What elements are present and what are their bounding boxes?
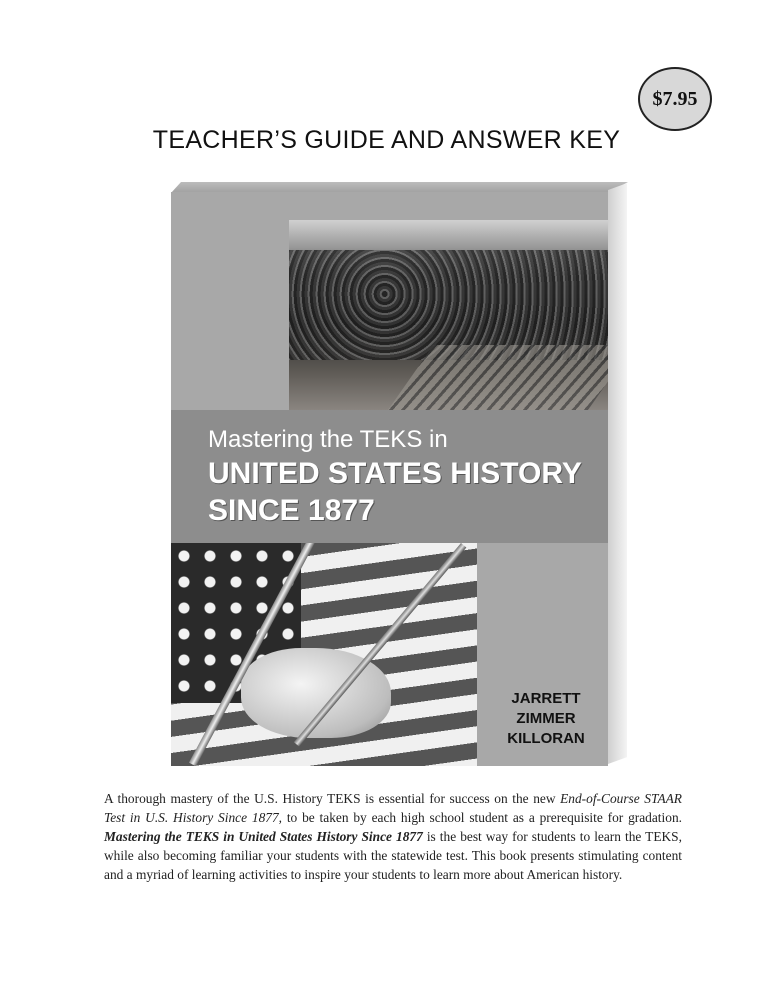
book-title-line-3: SINCE 1877 — [208, 494, 375, 527]
page-heading: TEACHER’S GUIDE AND ANSWER KEY — [152, 126, 621, 154]
book-spine — [608, 183, 627, 764]
book-authors — [501, 689, 591, 749]
price-badge — [638, 67, 712, 131]
crowd-texture — [289, 250, 608, 360]
description-book-title: Mastering the TEKS in United States History Since 1877 — [104, 829, 423, 844]
author-name: ZIMMER — [516, 710, 576, 727]
book-cover-image — [171, 182, 629, 766]
author-name: KILLORAN — [507, 730, 585, 747]
author-name: JARRETT — [511, 690, 581, 707]
book-description — [104, 789, 682, 884]
description-text: A thorough mastery of the U.S. History TEKS is essential for success on the new — [104, 791, 561, 806]
description-text: to be taken by each high school student as a prerequisite for gradation. — [282, 810, 682, 825]
description-test-name: End-of-Course STAAR Test in U.S. History Since 1877, — [104, 791, 682, 825]
book-title-line-2: UNITED STATES HISTORY — [208, 457, 582, 490]
flag-sabers-photo — [171, 543, 477, 766]
book-title-band — [171, 410, 608, 543]
book-front-cover — [171, 192, 608, 766]
book-title-line-1: Mastering the TEKS in — [208, 426, 448, 453]
price-text: $7.95 — [652, 87, 698, 110]
description-text: is the best way for students to learn the TEKS, while also becoming familiar your students with the statewide test. This book presents stimulating content and a myriad of learning activities to inspire your students to learn more about American history. — [104, 829, 682, 882]
railroad-crowd-photo — [289, 220, 608, 410]
